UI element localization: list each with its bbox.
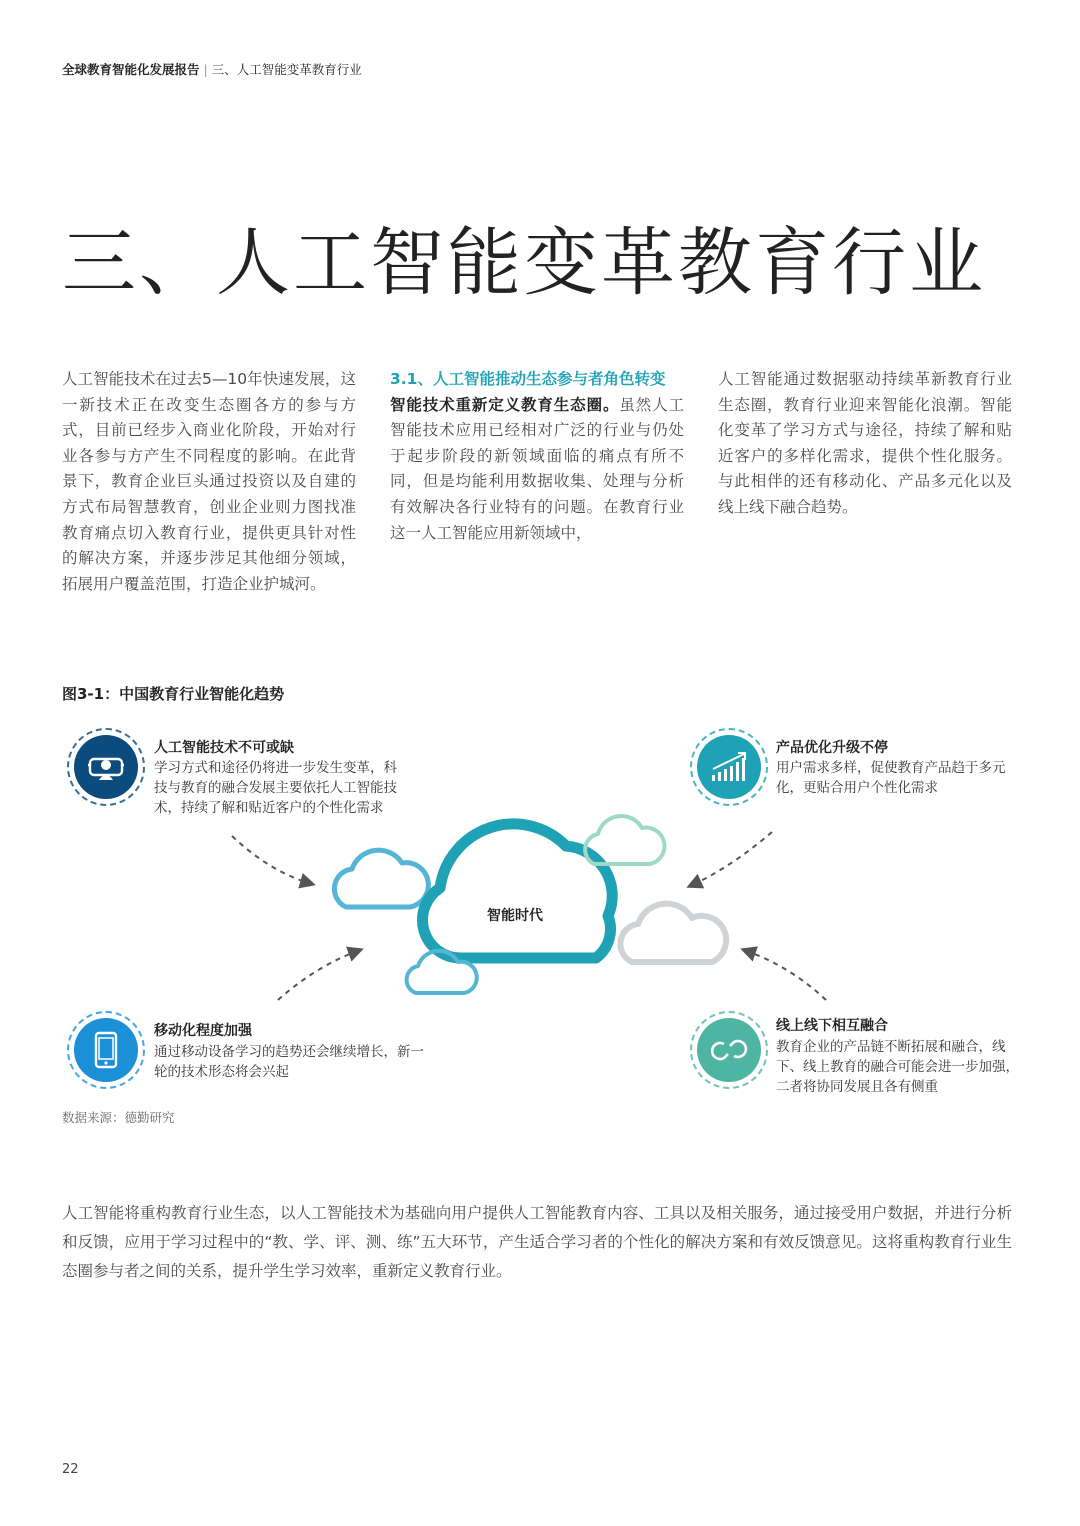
- item-product-desc: 用户需求多样，促使教育产品趋于多元化，更贴合用户个性化需求: [776, 760, 1006, 796]
- arrow-bottom-left: [278, 950, 360, 1000]
- report-title: 全球教育智能化发展报告: [62, 62, 200, 77]
- main-cloud: [422, 824, 612, 958]
- header-section: 三、人工智能变革教育行业: [211, 62, 362, 77]
- item-mobile-title: 移动化程度加强: [154, 1023, 252, 1039]
- item-mobile-desc: 通过移动设备学习的趋势还会继续增长，新一轮的技术形态将会兴起: [154, 1044, 424, 1080]
- header-separator: |: [203, 62, 208, 77]
- arrow-top-right: [690, 832, 772, 886]
- column-1-text: 人工智能技术在过去5—10年快速发展，这一新技术正在改变生态圈各方的参与方式，目前已经步入商业化阶段，开始对行业各参与方产生不同程度的影响。在此背景下，教育企业巨头通过投资以及自建的方式布局智慧教育，创业企业则力图找准教育痛点切入教育行业，提供更具针对性的解决方案，并逐步涉足其他细分领域，拓展用户覆盖范围，打造企业护城河。: [62, 370, 356, 593]
- mobile-phone-icon: [74, 1018, 138, 1082]
- column-3-text: 人工智能通过数据驱动持续革新教育行业生态圈，教育行业迎来智能化浪潮。智能化变革了学习方式与途径，持续了解和贴近客户的多样化需求，提供个性化服务。与此相伴的还有移动化、产品多元化以及线上线下融合趋势。: [718, 370, 1012, 516]
- small-cloud-gray: [620, 904, 726, 962]
- running-header: [62, 60, 362, 78]
- page-number: 22: [62, 1462, 79, 1477]
- section-lead: 智能技术重新定义教育生态圈。: [390, 395, 620, 414]
- page-title: 三、人工智能变革教育行业: [62, 220, 986, 306]
- data-source: 数据来源：德勤研究: [62, 1110, 175, 1125]
- column-2: [390, 367, 684, 546]
- sync-cycle-icon: [697, 1018, 761, 1082]
- item-ai-title: 人工智能技术不可或缺: [154, 740, 294, 756]
- item-omo-desc: 教育企业的产品链不断拓展和融合，线下、线上教育的融合可能会进一步加强，二者将协同发展且各有侧重: [776, 1039, 1019, 1095]
- item-product-title: 产品优化升级不停: [776, 740, 888, 756]
- section-heading: 3.1、人工智能推动生态参与者角色转变: [390, 370, 666, 388]
- vr-headset-icon: [74, 735, 138, 799]
- column-2-text: 虽然人工智能技术应用已经相对广泛的行业与仍处于起步阶段的新领域面临的痛点有所不同，但是均能利用数据收集、处理与分析有效解决各行业特有的问题。在教育行业这一人工智能应用新领域中，: [390, 395, 684, 542]
- arrow-bottom-right: [744, 950, 826, 1000]
- item-omo-title: 线上线下相互融合: [776, 1018, 888, 1034]
- center-label: 智能时代: [487, 908, 543, 924]
- item-ai-desc: 学习方式和途径仍将进一步发生变革，科技与教育的融合发展主要依托人工智能技术，持续了解和贴近客户的个性化需求: [154, 760, 397, 816]
- figure-title: 图3-1：中国教育行业智能化趋势: [62, 685, 285, 703]
- small-cloud-left: [334, 850, 428, 907]
- bottom-paragraph: 人工智能将重构教育行业生态，以人工智能技术为基础向用户提供人工智能教育内容、工具以及相关服务，通过接受用户数据，并进行分析和反馈，应用于学习过程中的“教、学、评、测、练”五大环节，产生适合学习者的个性化的解决方案和有效反馈意见。这将重构教育行业生态圈参与者之间的关系，提升学生学习效率，重新定义教育行业。: [62, 1204, 1012, 1280]
- arrow-top-left: [232, 836, 312, 884]
- growth-chart-icon: [697, 735, 761, 799]
